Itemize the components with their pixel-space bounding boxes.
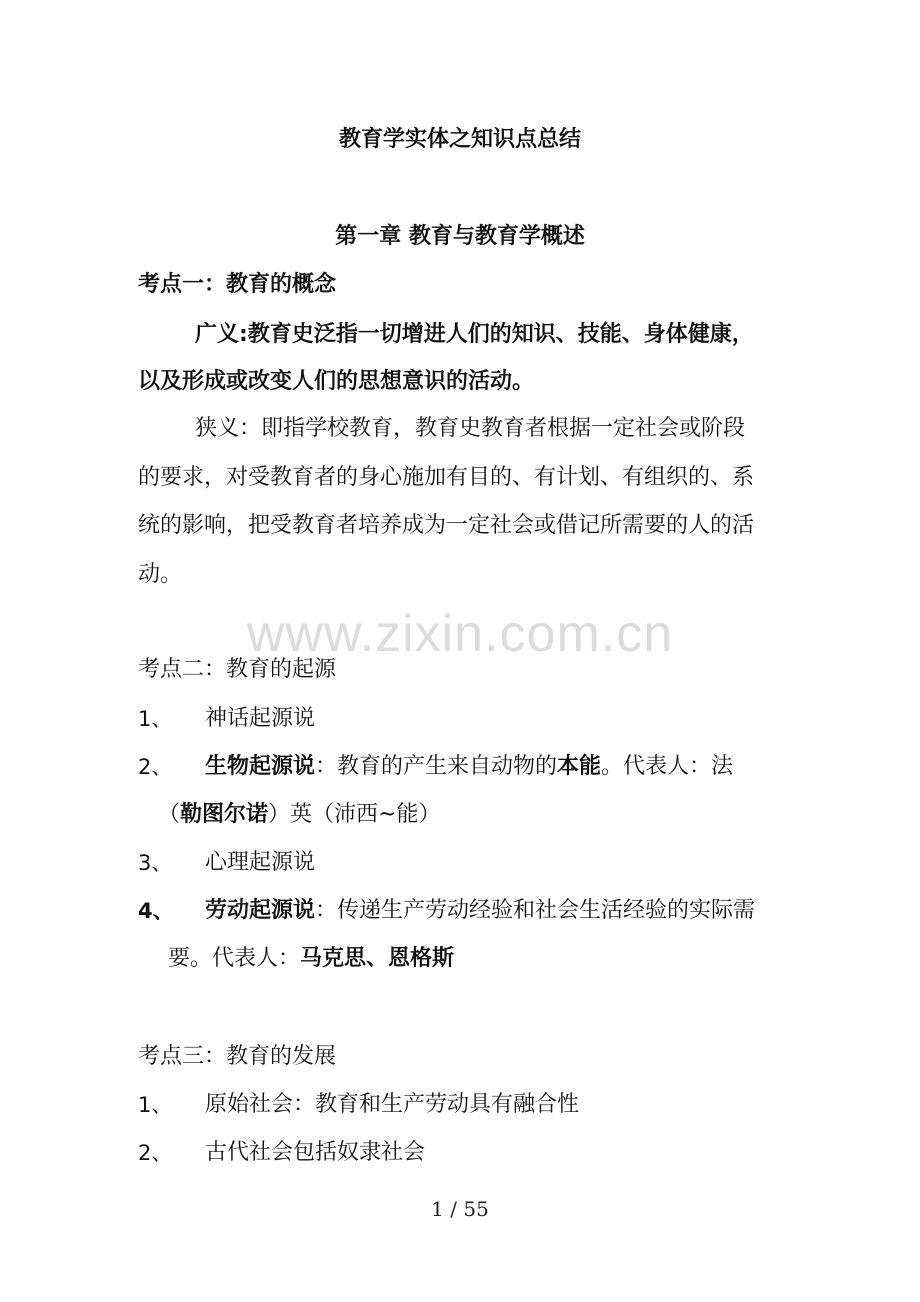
list-item-labor-origin-line2 — [168, 941, 454, 972]
list-number: 3、 — [138, 851, 173, 875]
list-number: 2、 — [138, 1141, 173, 1165]
broad-definition-line1: 广义:教育史泛指一切增进人们的知识、技能、身体健康， — [195, 322, 754, 347]
chapter-title: 第一章 教育与教育学概述 — [335, 224, 585, 249]
text-segment: 。代表人：法 — [601, 754, 734, 779]
list-number: 4、 — [138, 899, 174, 923]
broad-definition-line2: 以及形成或改变人们的思想意识的活动。 — [138, 369, 535, 394]
point3-heading: 考点三：教育的发展 — [138, 1044, 337, 1069]
page-number: 1 / 55 — [431, 1197, 489, 1221]
point1-heading: 考点一：教育的概念 — [138, 272, 337, 297]
text-segment: （ — [158, 802, 181, 827]
text-segment: 要。代表人： — [168, 946, 301, 971]
representative-names: 马克思、恩格斯 — [300, 946, 455, 971]
list-number: 2、 — [138, 755, 173, 779]
list-number: 1、 — [138, 1093, 173, 1117]
narrow-definition-line3: 统的影响，把受教育者培养成为一定社会或借记所需要的人的活 — [138, 513, 755, 538]
point2-heading: 考点二：教育的起源 — [138, 657, 337, 682]
list-number: 1、 — [138, 707, 173, 731]
term-instinct: 本能 — [557, 754, 602, 779]
list-item-biological-origin — [205, 749, 733, 780]
list-item-text: 神话起源说 — [205, 706, 316, 731]
narrow-definition-line1: 狭义：即指学校教育，教育史教育者根据一定社会或阶段 — [195, 416, 746, 441]
term-labor-origin: 劳动起源说 — [205, 898, 316, 923]
list-item-text: 原始社会：教育和生产劳动具有融合性 — [205, 1092, 580, 1117]
watermark: www.zixin.com.cn — [246, 605, 674, 663]
term-biological-origin: 生物起源说 — [205, 754, 316, 779]
document-title: 教育学实体之知识点总结 — [338, 127, 581, 152]
text-segment: ：传递生产劳动经验和社会生活经验的实际需 — [315, 898, 756, 923]
list-item-text: 古代社会包括奴隶社会 — [205, 1140, 426, 1165]
list-item-biological-origin-line2 — [158, 797, 440, 828]
narrow-definition-line4: 动。 — [138, 562, 183, 587]
list-item-text: 心理起源说 — [205, 850, 316, 875]
text-segment: ：教育的产生来自动物的 — [315, 754, 558, 779]
text-segment: ）英（沛西~能） — [268, 802, 441, 827]
narrow-definition-line2: 的要求，对受教育者的身心施加有目的、有计划、有组织的、系 — [138, 465, 755, 490]
list-item-labor-origin — [205, 893, 755, 924]
representative-name: 勒图尔诺 — [180, 802, 269, 827]
